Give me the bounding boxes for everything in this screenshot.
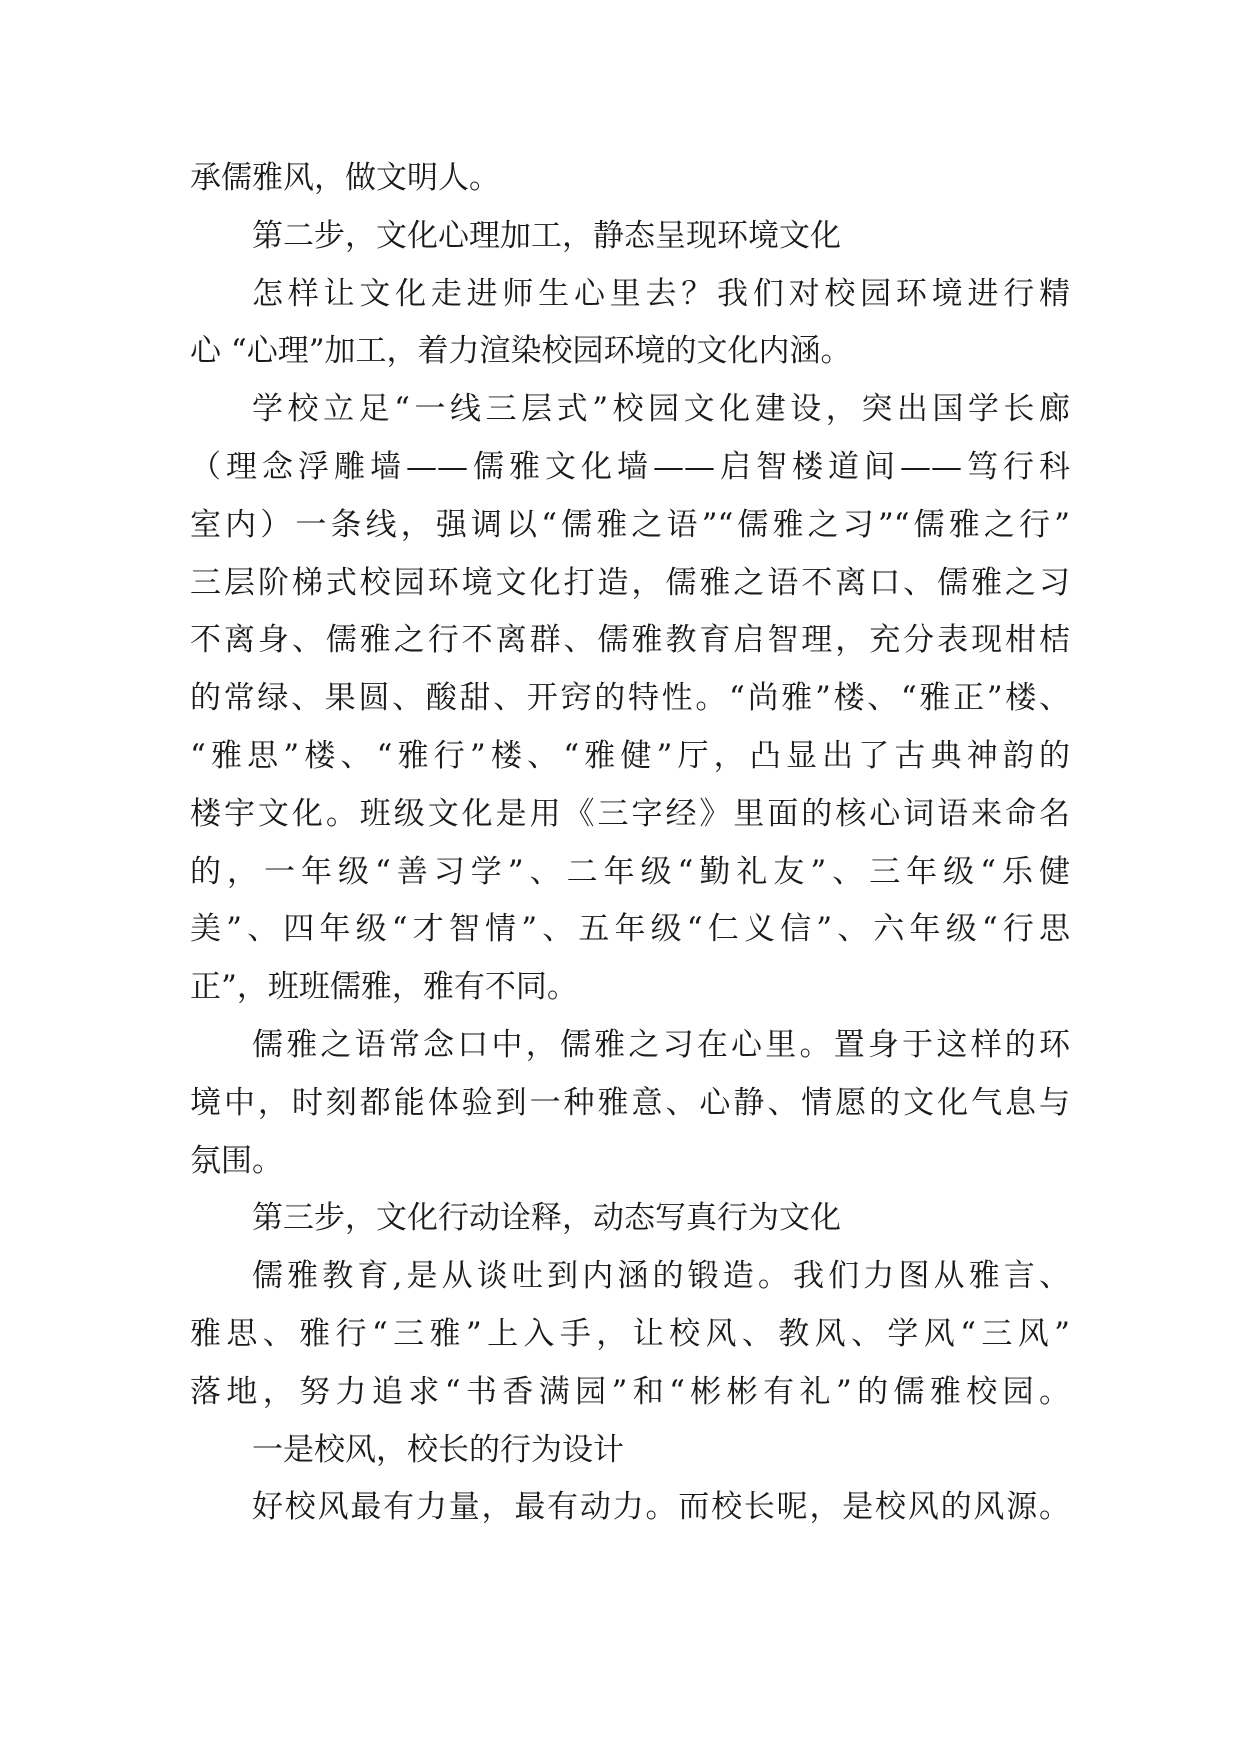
text-line: 室内）一条线，强调以“儒雅之语”“儒雅之习”“儒雅之行” [190, 506, 1070, 543]
text-line: 怎样让文化走进师生心里去？我们对校园环境进行精 [252, 275, 1070, 312]
text-line: 不离身、儒雅之行不离群、儒雅教育启智理，充分表现柑桔 [190, 622, 1070, 659]
subsection-heading: 一是校风，校长的行为设计 [252, 1431, 624, 1468]
text-line: 的，一年级“善习学”、二年级“勤礼友”、三年级“乐健 [190, 853, 1070, 890]
text-line: 美”、四年级“才智情”、五年级“仁义信”、六年级“行思 [190, 911, 1070, 948]
body-text [190, 150, 1070, 1537]
text-line: 儒雅之语常念口中，儒雅之习在心里。置身于这样的环 [252, 1026, 1070, 1063]
text-line: 楼宇文化。班级文化是用《三字经》里面的核心词语来命名 [190, 795, 1070, 832]
text-line: 三层阶梯式校园环境文化打造，儒雅之语不离口、儒雅之习 [190, 564, 1070, 601]
section-heading: 第三步，文化行动诠释，动态写真行为文化 [252, 1200, 841, 1237]
text-line: 氛围。 [190, 1142, 283, 1179]
text-line: “雅思”楼、“雅行”楼、“雅健”厅，凸显出了古典神韵的 [190, 737, 1070, 774]
text-line: 境中，时刻都能体验到一种雅意、心静、情愿的文化气息与 [190, 1084, 1070, 1121]
section-heading: 第二步，文化心理加工，静态呈现环境文化 [252, 217, 841, 254]
text-line: 的常绿、果圆、酸甜、开窍的特性。“尚雅”楼、“雅正”楼、 [190, 680, 1070, 717]
text-line: 好校风最有力量，最有动力。而校长呢，是校风的风源。 [252, 1489, 1070, 1526]
text-line: 承儒雅风，做文明人。 [190, 160, 500, 196]
text-line: 儒雅教育,是从谈吐到内涵的锻造。我们力图从雅言、 [252, 1258, 1070, 1295]
text-line: 落地，努力追求“书香满园”和“彬彬有礼”的儒雅校园。 [190, 1373, 1070, 1410]
text-line: 正”，班班儒雅，雅有不同。 [190, 969, 578, 1006]
text-line: 雅思、雅行“三雅”上入手，让校风、教风、学风“三风” [190, 1315, 1070, 1352]
text-line: 心 “心理”加工，着力渲染校园环境的文化内涵。 [190, 333, 852, 370]
text-line: 学校立足“一线三层式”校园文化建设，突出国学长廊 [252, 391, 1070, 428]
text-line: （理念浮雕墙——儒雅文化墙——启智楼道间——笃行科 [190, 448, 1070, 485]
